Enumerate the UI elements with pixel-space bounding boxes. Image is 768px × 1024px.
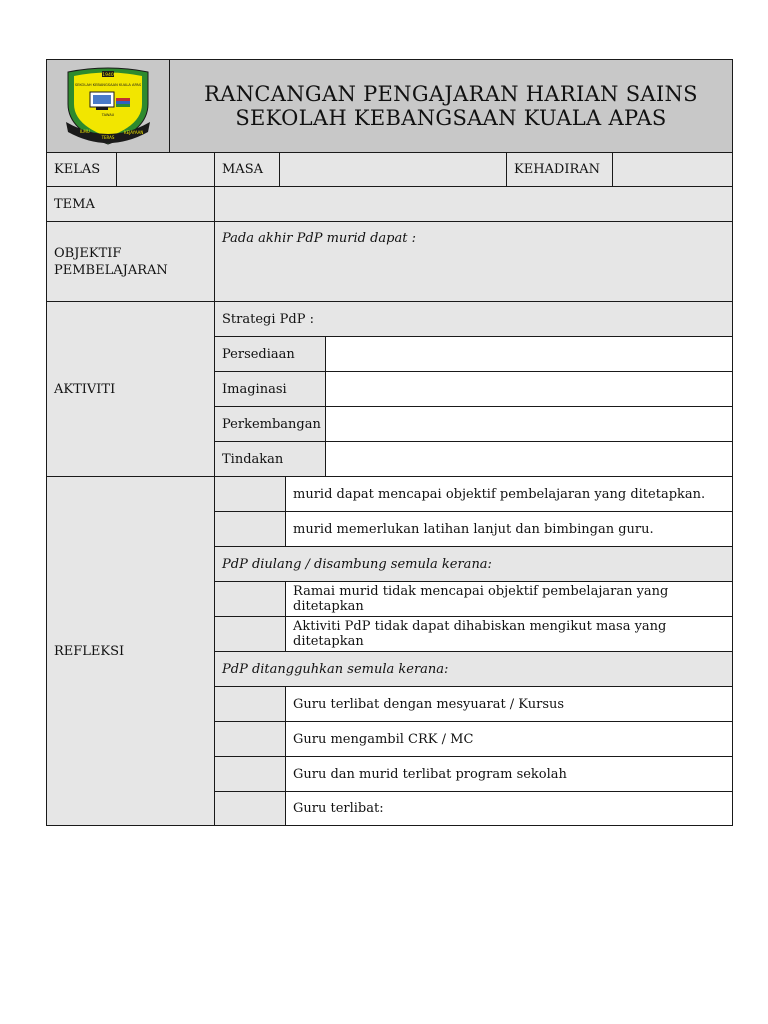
- logo-motto-3: KEJAYAAN: [124, 130, 144, 135]
- kehadiran-label: KEHADIRAN: [506, 152, 613, 187]
- strategi-pdp: Strategi PdP :: [214, 301, 733, 337]
- title-line-1: RANCANGAN PENGAJARAN HARIAN SAINS: [204, 82, 698, 106]
- outcome-checkbox[interactable]: [214, 511, 286, 547]
- diulang-checkbox[interactable]: [214, 581, 286, 617]
- ditangguhkan-checkbox[interactable]: [214, 791, 286, 826]
- logo-cell: [46, 59, 170, 153]
- tema-label: TEMA: [46, 186, 215, 222]
- ditangguhkan-reason: Guru mengambil CRK / MC: [285, 721, 733, 757]
- ditangguhkan-reason: Guru terlibat dengan mesyuarat / Kursus: [285, 686, 733, 722]
- diulang-heading: PdP diulang / disambung semula kerana:: [214, 546, 733, 582]
- ditangguhkan-checkbox[interactable]: [214, 721, 286, 757]
- step-perkembangan: Perkembangan: [214, 406, 326, 442]
- objektif-label: [46, 221, 215, 302]
- kelas-field[interactable]: [116, 152, 215, 187]
- title-line-2: SEKOLAH KEBANGSAAN KUALA APAS: [235, 106, 667, 130]
- step-tindakan: Tindakan: [214, 441, 326, 477]
- kelas-label: KELAS: [46, 152, 117, 187]
- step-persediaan-field[interactable]: [325, 336, 733, 372]
- kehadiran-field[interactable]: [612, 152, 733, 187]
- header-title: [169, 59, 733, 153]
- logo-school-name: SEKOLAH KEBANGSAAN KUALA APAS: [74, 83, 142, 87]
- diulang-reason: Ramai murid tidak mencapai objektif pembelajaran yang ditetapkan: [285, 581, 733, 617]
- ditangguhkan-checkbox[interactable]: [214, 756, 286, 792]
- objektif-label-line-1: OBJEKTIF: [54, 245, 122, 261]
- school-logo: [58, 64, 158, 148]
- logo-motto-1: ILMU: [80, 129, 90, 134]
- step-perkembangan-field[interactable]: [325, 406, 733, 442]
- ditangguhkan-heading: PdP ditangguhkan semula kerana:: [214, 651, 733, 687]
- objektif-label-line-2: PEMBELAJARAN: [54, 262, 168, 278]
- masa-label: MASA: [214, 152, 280, 187]
- masa-field[interactable]: [279, 152, 507, 187]
- logo-year: 1940: [102, 73, 114, 78]
- outcome-text: murid memerlukan latihan lanjut dan bimbingan guru.: [285, 511, 733, 547]
- outcome-checkbox[interactable]: [214, 476, 286, 512]
- refleksi-label: REFLEKSI: [46, 476, 215, 826]
- step-imaginasi-field[interactable]: [325, 371, 733, 407]
- aktiviti-label: AKTIVITI: [46, 301, 215, 477]
- objektif-prompt[interactable]: Pada akhir PdP murid dapat :: [214, 221, 733, 302]
- outcome-text: murid dapat mencapai objektif pembelajaran yang ditetapkan.: [285, 476, 733, 512]
- ditangguhkan-reason: Guru dan murid terlibat program sekolah: [285, 756, 733, 792]
- diulang-checkbox[interactable]: [214, 616, 286, 652]
- ditangguhkan-checkbox[interactable]: [214, 686, 286, 722]
- step-persediaan: Persediaan: [214, 336, 326, 372]
- tema-field[interactable]: [214, 186, 733, 222]
- logo-motto-2: TERAS: [101, 135, 115, 140]
- step-imaginasi: Imaginasi: [214, 371, 326, 407]
- logo-location: TAWAU: [101, 113, 115, 117]
- step-tindakan-field[interactable]: [325, 441, 733, 477]
- ditangguhkan-reason: Guru terlibat:: [285, 791, 733, 826]
- diulang-reason: Aktiviti PdP tidak dapat dihabiskan mengikut masa yang ditetapkan: [285, 616, 733, 652]
